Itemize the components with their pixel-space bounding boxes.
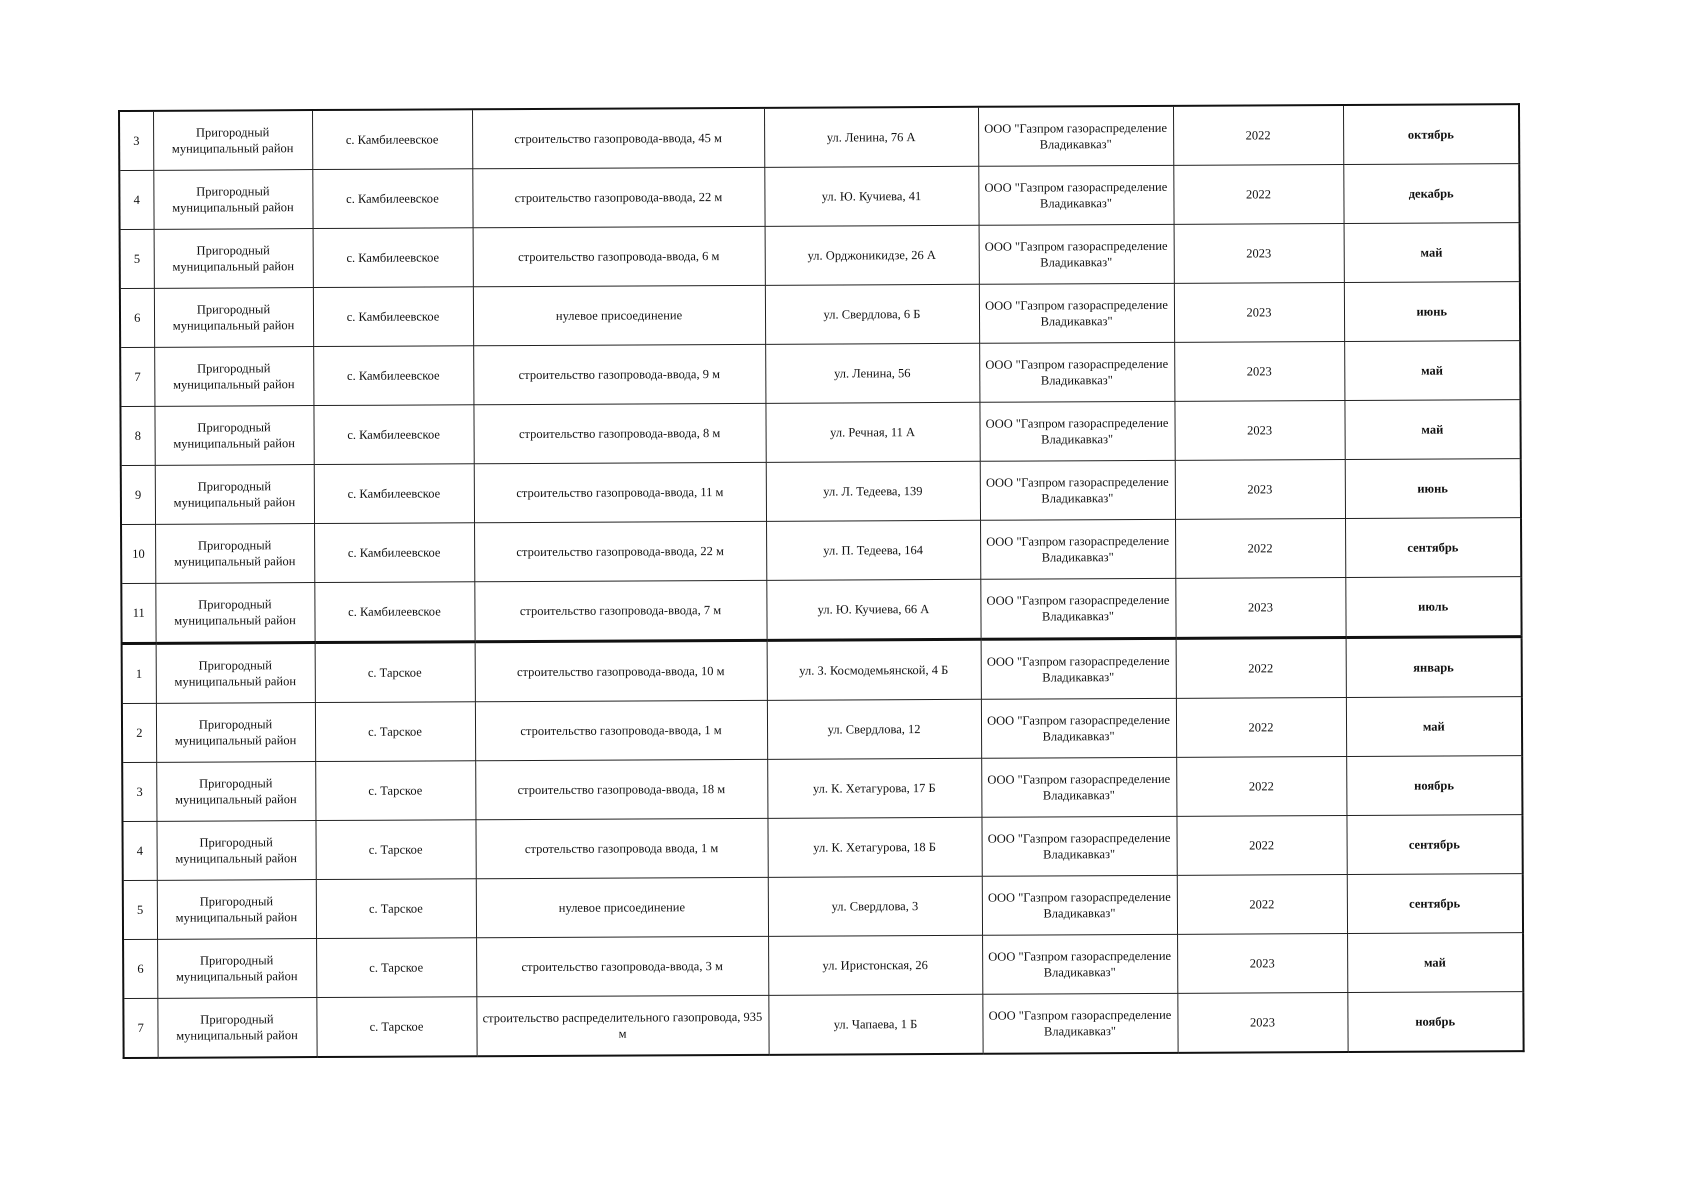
year-cell: 2023 — [1174, 283, 1344, 343]
row-number: 2 — [122, 703, 156, 762]
district-cell: Пригородный муниципальный район — [157, 880, 316, 940]
year-cell: 2022 — [1176, 757, 1346, 817]
table-row — [120, 223, 1520, 289]
year-cell: 2022 — [1173, 165, 1343, 225]
settlement-cell: с. Камбилеевское — [313, 405, 473, 465]
organization-cell: ООО "Газпром газораспределение Владикавказ" — [980, 460, 1175, 520]
row-number: 3 — [119, 111, 153, 171]
organization-cell: ООО "Газпром газораспределение Владикавказ" — [978, 165, 1173, 225]
year-cell: 2022 — [1176, 816, 1346, 876]
row-number: 3 — [122, 762, 156, 821]
address-cell: ул. Ю. Кучиева, 41 — [764, 166, 978, 226]
address-cell: ул. К. Хетагурова, 17 Б — [767, 758, 981, 818]
organization-cell: ООО "Газпром газораспределение Владикавказ" — [978, 106, 1173, 166]
year-cell: 2022 — [1176, 698, 1346, 758]
settlement-cell: с. Тарское — [316, 879, 476, 939]
month-cell: сентябрь — [1346, 815, 1522, 875]
table-body — [119, 104, 1524, 1058]
address-cell: ул. Свердлова, 3 — [768, 876, 982, 936]
row-number: 5 — [120, 229, 154, 288]
district-cell: Пригородный муниципальный район — [154, 229, 313, 289]
work-type-cell: строительство газопровода-ввода, 3 м — [476, 936, 768, 996]
district-cell: Пригородный муниципальный район — [153, 170, 312, 230]
table-row — [122, 637, 1522, 704]
address-cell: ул. Ленина, 76 А — [764, 107, 978, 168]
year-cell: 2023 — [1175, 578, 1345, 639]
organization-cell: ООО "Газпром газораспределение Владикавказ" — [980, 578, 1175, 639]
organization-cell: ООО "Газпром газораспределение Владикавказ" — [981, 638, 1176, 699]
organization-cell: ООО "Газпром газораспределение Владикавказ" — [979, 401, 1174, 461]
table-row — [121, 577, 1521, 644]
organization-cell: ООО "Газпром газораспределение Владикавказ" — [981, 757, 1176, 817]
district-cell: Пригородный муниципальный район — [156, 703, 315, 763]
row-number: 4 — [122, 821, 156, 880]
table-row — [123, 874, 1523, 940]
settlement-cell: с. Тарское — [315, 761, 475, 821]
district-cell: Пригородный муниципальный район — [156, 643, 315, 704]
work-type-cell: строительство газопровода-ввода, 22 м — [474, 521, 766, 581]
address-cell: ул. Чапаева, 1 Б — [768, 994, 982, 1055]
table-row — [119, 164, 1519, 230]
work-type-cell: строительство газопровода-ввода, 7 м — [474, 580, 766, 641]
month-cell: июль — [1345, 577, 1521, 638]
organization-cell: ООО "Газпром газораспределение Владикавказ" — [980, 519, 1175, 579]
address-cell: ул. Орджоникидзе, 26 А — [765, 225, 979, 285]
settlement-cell: с. Тарское — [315, 642, 475, 703]
address-cell: ул. Свердлова, 12 — [767, 699, 981, 759]
table-row — [121, 459, 1521, 525]
settlement-cell: с. Камбилеевское — [313, 287, 473, 347]
work-type-cell: строительство газопровода-ввода, 8 м — [473, 403, 765, 463]
month-cell: ноябрь — [1347, 992, 1523, 1052]
district-cell: Пригородный муниципальный район — [155, 465, 314, 525]
month-cell: июнь — [1344, 282, 1520, 342]
row-number: 11 — [121, 583, 155, 643]
settlement-cell: с. Тарское — [316, 997, 476, 1057]
row-number: 7 — [123, 998, 157, 1058]
settlement-cell: с. Камбилеевское — [312, 109, 472, 169]
year-cell: 2022 — [1175, 519, 1345, 579]
month-cell: октябрь — [1343, 104, 1519, 164]
work-type-cell: строительство газопровода-ввода, 18 м — [475, 759, 767, 819]
organization-cell: ООО "Газпром газораспределение Владикавказ" — [981, 816, 1176, 876]
month-cell: май — [1344, 400, 1520, 460]
row-number: 9 — [121, 465, 155, 524]
work-type-cell: строительство распределительного газопровода, 935 м — [476, 995, 768, 1056]
table-row — [119, 104, 1519, 170]
year-cell: 2022 — [1177, 875, 1347, 935]
month-cell: сентябрь — [1347, 874, 1523, 934]
month-cell: май — [1346, 697, 1522, 757]
address-cell: ул. Речная, 11 А — [765, 402, 979, 462]
year-cell: 2023 — [1177, 993, 1347, 1053]
row-number: 10 — [121, 524, 155, 583]
settlement-cell: с. Тарское — [315, 820, 475, 880]
address-cell: ул. К. Хетагурова, 18 Б — [767, 817, 981, 877]
district-cell: Пригородный муниципальный район — [155, 524, 314, 584]
month-cell: сентябрь — [1345, 518, 1521, 578]
address-cell: ул. Л. Тедеева, 139 — [766, 461, 980, 521]
row-number: 6 — [123, 939, 157, 998]
organization-cell: ООО "Газпром газораспределение Владикавказ" — [982, 875, 1177, 935]
year-cell: 2022 — [1173, 105, 1343, 165]
month-cell: январь — [1346, 637, 1522, 698]
settlement-cell: с. Тарское — [315, 702, 475, 762]
table-row — [123, 992, 1523, 1058]
organization-cell: ООО "Газпром газораспределение Владикавказ" — [982, 993, 1177, 1053]
district-cell: Пригородный муниципальный район — [154, 347, 313, 407]
settlement-cell: с. Камбилеевское — [314, 582, 474, 643]
organization-cell: ООО "Газпром газораспределение Владикавказ" — [979, 283, 1174, 343]
address-cell: ул. Иристонская, 26 — [768, 935, 982, 995]
organization-cell: ООО "Газпром газораспределение Владикавказ" — [979, 342, 1174, 402]
work-type-cell: нулевое присоединение — [476, 877, 768, 937]
month-cell: ноябрь — [1346, 756, 1522, 816]
settlement-cell: с. Камбилеевское — [313, 346, 473, 406]
district-cell: Пригородный муниципальный район — [154, 406, 313, 466]
work-type-cell: строительство газопровода-ввода, 11 м — [474, 462, 766, 522]
district-cell: Пригородный муниципальный район — [154, 288, 313, 348]
table-row — [121, 518, 1521, 584]
district-cell: Пригородный муниципальный район — [156, 762, 315, 822]
organization-cell: ООО "Газпром газораспределение Владикавказ" — [981, 698, 1176, 758]
district-cell: Пригородный муниципальный район — [155, 583, 314, 644]
table-row — [120, 282, 1520, 348]
work-type-cell: строительство газопровода-ввода, 45 м — [472, 108, 764, 169]
work-type-cell: строительство газопровода-ввода, 6 м — [473, 226, 765, 286]
row-number: 7 — [120, 347, 154, 406]
year-cell: 2023 — [1174, 401, 1344, 461]
month-cell: декабрь — [1343, 164, 1519, 224]
settlement-cell: с. Камбилеевское — [313, 228, 473, 288]
settlement-cell: с. Тарское — [316, 938, 476, 998]
district-cell: Пригородный муниципальный район — [157, 998, 316, 1058]
table-row — [120, 400, 1520, 466]
gasification-schedule-table — [118, 103, 1525, 1059]
district-cell: Пригородный муниципальный район — [156, 821, 315, 881]
year-cell: 2022 — [1176, 638, 1346, 699]
table-row — [122, 756, 1522, 822]
year-cell: 2023 — [1174, 224, 1344, 284]
address-cell: ул. Свердлова, 6 Б — [765, 284, 979, 344]
year-cell: 2023 — [1177, 934, 1347, 994]
month-cell: май — [1344, 223, 1520, 283]
row-number: 6 — [120, 288, 154, 347]
work-type-cell: нулевое присоединение — [473, 285, 765, 345]
year-cell: 2023 — [1174, 342, 1344, 402]
table-row — [123, 933, 1523, 999]
table-row — [122, 697, 1522, 763]
district-cell: Пригородный муниципальный район — [157, 939, 316, 999]
table-row — [120, 341, 1520, 407]
address-cell: ул. З. Космодемьянской, 4 Б — [767, 639, 981, 700]
month-cell: май — [1344, 341, 1520, 401]
row-number: 1 — [122, 643, 156, 703]
row-number: 5 — [123, 880, 157, 939]
address-cell: ул. П. Тедеева, 164 — [766, 520, 980, 580]
table-row — [122, 815, 1522, 881]
row-number: 4 — [119, 170, 153, 229]
month-cell: июнь — [1345, 459, 1521, 519]
settlement-cell: с. Камбилеевское — [312, 169, 472, 229]
settlement-cell: с. Камбилеевское — [314, 464, 474, 524]
work-type-cell: строительство газопровода-ввода, 1 м — [475, 700, 767, 760]
year-cell: 2023 — [1175, 460, 1345, 520]
work-type-cell: строительство газопровода-ввода, 9 м — [473, 344, 765, 404]
organization-cell: ООО "Газпром газораспределение Владикавказ" — [979, 224, 1174, 284]
work-type-cell: строительство газопровода-ввода, 22 м — [472, 167, 764, 227]
address-cell: ул. Ленина, 56 — [765, 343, 979, 403]
organization-cell: ООО "Газпром газораспределение Владикавказ" — [982, 934, 1177, 994]
work-type-cell: строительство газопровода-ввода, 10 м — [475, 640, 767, 701]
address-cell: ул. Ю. Кучиева, 66 А — [766, 579, 980, 640]
settlement-cell: с. Камбилеевское — [314, 523, 474, 583]
month-cell: май — [1347, 933, 1523, 993]
district-cell: Пригородный муниципальный район — [153, 110, 312, 170]
row-number: 8 — [120, 406, 154, 465]
work-type-cell: стротельство газопровода ввода, 1 м — [475, 818, 767, 878]
